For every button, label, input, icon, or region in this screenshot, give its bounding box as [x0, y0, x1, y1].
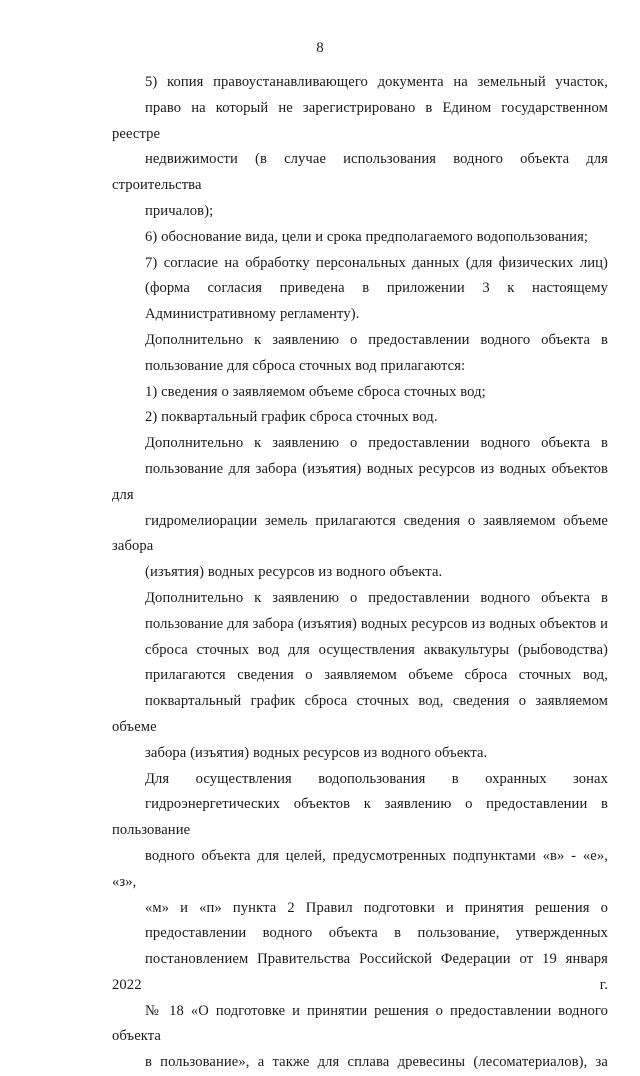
paragraph-line: водного объекта для целей, предусмотренных подпунктами «в» - «е», «з», [112, 847, 608, 890]
paragraph [112, 328, 608, 380]
paragraph-line: причалов); [145, 202, 214, 219]
paragraph-line: гидромелиорации земель прилагаются сведения о заявляемом объеме забора [112, 512, 608, 555]
paragraph [112, 380, 608, 406]
paragraph [112, 405, 608, 431]
paragraph-line: 2) поквартальный график сброса сточных вод. [145, 409, 438, 426]
paragraph-line: постановлением Правительства Российской Федерации от 19 января 2022 г. [112, 951, 608, 993]
paragraph-line: 5) копия правоустанавливающего документа на земельный участок, [145, 74, 608, 90]
paragraph-line: 1) сведения о заявляемом объеме сброса сточных вод; [145, 383, 486, 400]
paragraph-line: 6) обоснование вида, цели и срока предполагаемого водопользования; [145, 228, 589, 245]
document-body [112, 70, 608, 1076]
paragraph-line: (изъятия) водных ресурсов из водного объекта. [145, 564, 443, 581]
paragraph-line: Дополнительно к заявлению о предоставлении водного объекта в [145, 435, 608, 452]
paragraph-line: поквартальный график сброса сточных вод, сведения о заявляемом объеме [112, 693, 608, 735]
paragraph-line: № 18 «О подготовке и принятии решения о предоставлении водного объекта [112, 1002, 608, 1045]
paragraph-line: забора (изъятия) водных ресурсов из водного объекта. [145, 744, 488, 761]
paragraph-line: Административному регламенту). [145, 306, 360, 323]
paragraph-line: 7) согласие на обработку персональных данных (для физических лиц) [145, 254, 608, 271]
paragraph-line: недвижимости (в случае использования водного объекта для строительства [112, 151, 608, 194]
paragraph-line: пользование для забора (изъятия) водных ресурсов из водных объектов и [145, 615, 608, 632]
paragraph-line: Дополнительно к заявлению о предоставлении водного объекта в [145, 331, 608, 348]
paragraph-line: гидроэнергетических объектов к заявлению о предоставлении в пользование [112, 796, 608, 839]
paragraph [112, 431, 608, 586]
paragraph-line: пользование для сброса сточных вод прилагаются: [145, 357, 466, 374]
paragraph [112, 251, 608, 328]
paragraph-line: (форма согласия приведена в приложении 3 к настоящему [145, 280, 608, 297]
paragraph-line: пользование для забора (изъятия) водных ресурсов из водных объектов для [112, 460, 608, 503]
paragraph [112, 70, 608, 225]
paragraph [112, 767, 608, 1076]
paragraph [112, 225, 608, 251]
page-number: 8 [316, 40, 324, 56]
paragraph-line: предоставлении водного объекта в пользование, утвержденных [145, 925, 608, 942]
paragraph-line: прилагаются сведения о заявляемом объеме сброса сточных вод, [145, 667, 608, 684]
paragraph-line: право на который не зарегистрировано в Едином государственном реестре [112, 99, 608, 142]
paragraph-line: Дополнительно к заявлению о предоставлении водного объекта в [145, 589, 608, 606]
paragraph-line: сброса сточных вод для осуществления аквакультуры (рыбоводства) [145, 641, 608, 658]
paragraph-line: в пользование», а также для сплава древесины (лесоматериалов), за [145, 1054, 608, 1071]
paragraph-line: «м» и «п» пункта 2 Правил подготовки и принятия решения о [145, 899, 608, 916]
paragraph [112, 586, 608, 767]
paragraph-line: Для осуществления водопользования в охранных зонах [145, 770, 608, 787]
